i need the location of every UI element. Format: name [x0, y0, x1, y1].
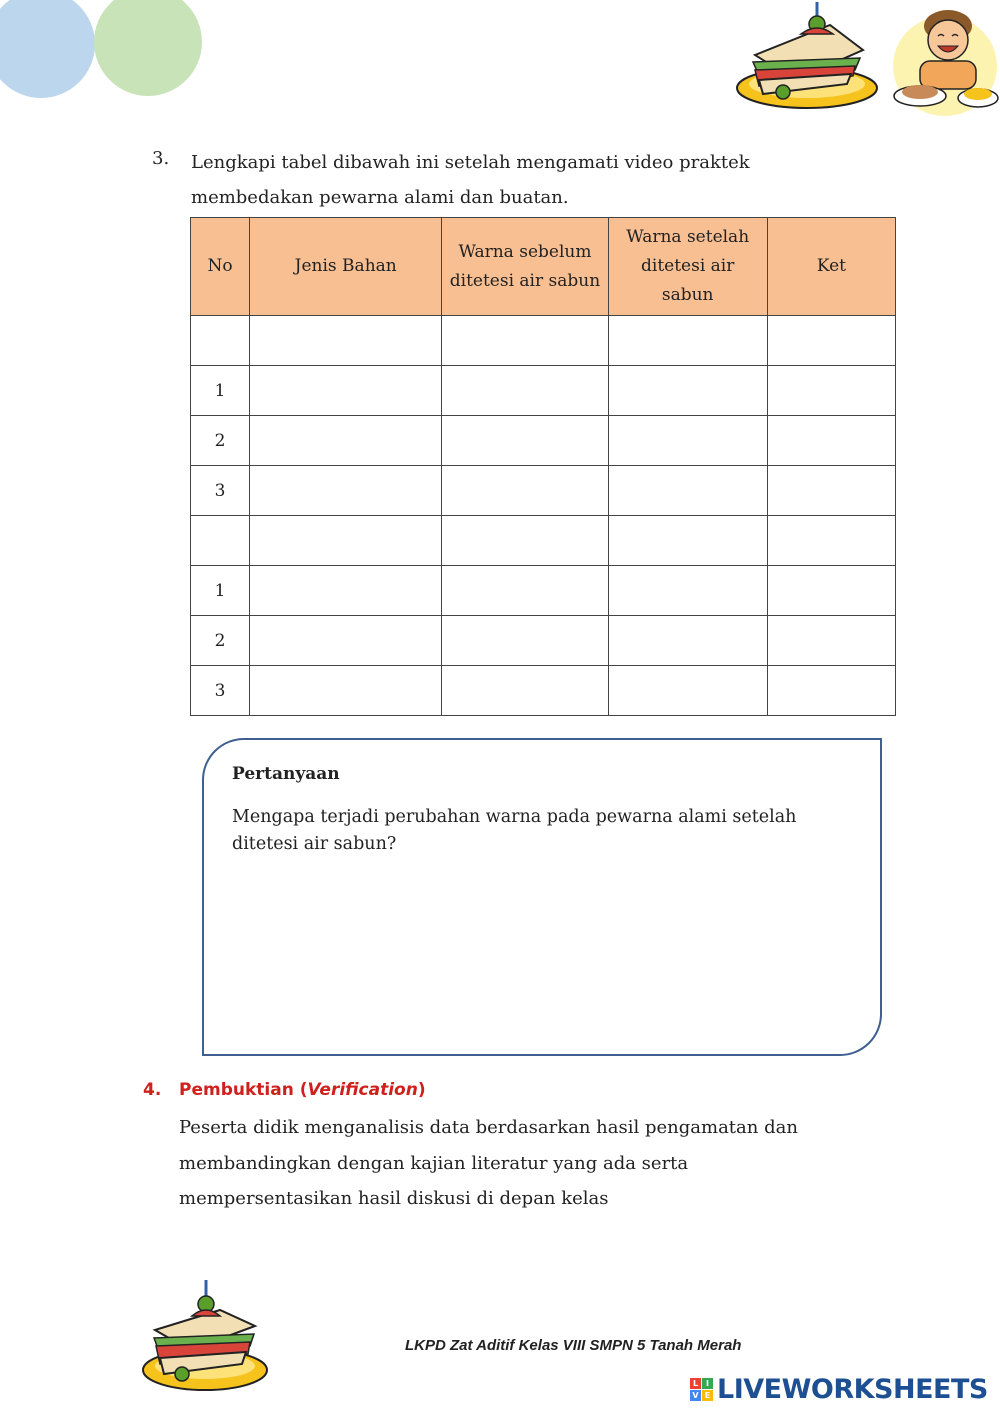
answer-cell[interactable] — [767, 466, 895, 516]
boy-eating-icon — [890, 6, 1000, 116]
answer-cell[interactable] — [442, 616, 608, 666]
table-row — [191, 466, 896, 516]
header-warna-sebelum: Warna sebelum ditetesi air sabun — [442, 218, 608, 316]
answer-cell[interactable] — [608, 366, 767, 416]
answer-cell[interactable] — [442, 366, 608, 416]
answer-cell[interactable] — [442, 316, 608, 366]
question-3-text: Lengkapi tabel dibawah ini setelah mengamati video praktek membedakan pewarna alami dan buatan. — [191, 152, 750, 208]
decor-circle-green — [94, 0, 202, 96]
logo-letter: E — [702, 1390, 713, 1401]
answer-cell[interactable] — [767, 566, 895, 616]
section-4-title: Pembuktian ( — [179, 1080, 308, 1100]
answer-cell[interactable] — [767, 416, 895, 466]
answer-cell[interactable] — [250, 666, 442, 716]
table-row — [191, 566, 896, 616]
footer-caption: LKPD Zat Aditif Kelas VIII SMPN 5 Tanah Merah — [405, 1337, 742, 1354]
section-4-body: Peserta didik menganalisis data berdasarkan hasil pengamatan dan membandingkan dengan kajian literatur yang ada serta mempersentasikan hasil diskusi di depan kelas — [179, 1117, 798, 1209]
row-number: 3 — [191, 666, 250, 716]
row-number: 2 — [191, 416, 250, 466]
answer-cell[interactable] — [250, 416, 442, 466]
answer-cell[interactable] — [767, 366, 895, 416]
answer-cell[interactable] — [250, 566, 442, 616]
table-row — [191, 316, 896, 366]
question-box[interactable] — [202, 738, 882, 1056]
answer-cell[interactable] — [250, 466, 442, 516]
answer-cell[interactable] — [608, 616, 767, 666]
row-number — [191, 316, 250, 366]
table-row — [191, 416, 896, 466]
answer-cell[interactable] — [250, 366, 442, 416]
row-number: 3 — [191, 466, 250, 516]
decor-circle-blue — [0, 0, 95, 98]
row-number: 1 — [191, 366, 250, 416]
answer-cell[interactable] — [442, 666, 608, 716]
liveworksheets-logo[interactable] — [690, 1372, 988, 1406]
answer-cell[interactable] — [608, 566, 767, 616]
header-jenis-bahan: Jenis Bahan — [250, 218, 442, 316]
answer-cell[interactable] — [250, 516, 442, 566]
row-number: 1 — [191, 566, 250, 616]
answer-cell[interactable] — [608, 316, 767, 366]
sandwich-icon — [140, 1278, 270, 1393]
question-box-text: Mengapa terjadi perubahan warna pada pewarna alami setelah ditetesi air sabun? — [232, 807, 797, 854]
section-4-heading — [143, 1080, 426, 1100]
answer-cell[interactable] — [767, 616, 895, 666]
answer-cell[interactable] — [250, 616, 442, 666]
answer-cell[interactable] — [608, 416, 767, 466]
answer-cell[interactable] — [442, 566, 608, 616]
table-header-row — [191, 218, 896, 316]
answer-cell[interactable] — [608, 516, 767, 566]
header-ket: Ket — [767, 218, 895, 316]
row-number — [191, 516, 250, 566]
answer-cell[interactable] — [767, 666, 895, 716]
answer-cell[interactable] — [442, 516, 608, 566]
logo-letter: V — [690, 1390, 701, 1401]
section-4-title-close: ) — [417, 1080, 426, 1100]
answer-cell[interactable] — [250, 316, 442, 366]
observation-table — [190, 217, 896, 716]
table-row — [191, 366, 896, 416]
answer-cell[interactable] — [767, 316, 895, 366]
question-box-title: Pertanyaan — [232, 764, 340, 784]
question-3-number: 3. — [152, 148, 170, 169]
answer-cell[interactable] — [608, 666, 767, 716]
table-row — [191, 616, 896, 666]
answer-cell[interactable] — [442, 416, 608, 466]
sandwich-icon — [735, 0, 880, 112]
table-row — [191, 666, 896, 716]
header-warna-setelah: Warna setelah ditetesi air sabun — [608, 218, 767, 316]
answer-cell[interactable] — [442, 466, 608, 516]
table-row — [191, 516, 896, 566]
answer-cell[interactable] — [608, 466, 767, 516]
section-4-title-italic: Verification — [307, 1080, 418, 1100]
liveworksheets-wordmark: LIVEWORKSHEETS — [717, 1373, 988, 1405]
liveworksheets-logo-icon — [690, 1378, 713, 1401]
logo-letter: L — [690, 1378, 701, 1389]
logo-letter: I — [702, 1378, 713, 1389]
section-4-number: 4. — [143, 1080, 162, 1100]
header-no: No — [191, 218, 250, 316]
row-number: 2 — [191, 616, 250, 666]
answer-cell[interactable] — [767, 516, 895, 566]
